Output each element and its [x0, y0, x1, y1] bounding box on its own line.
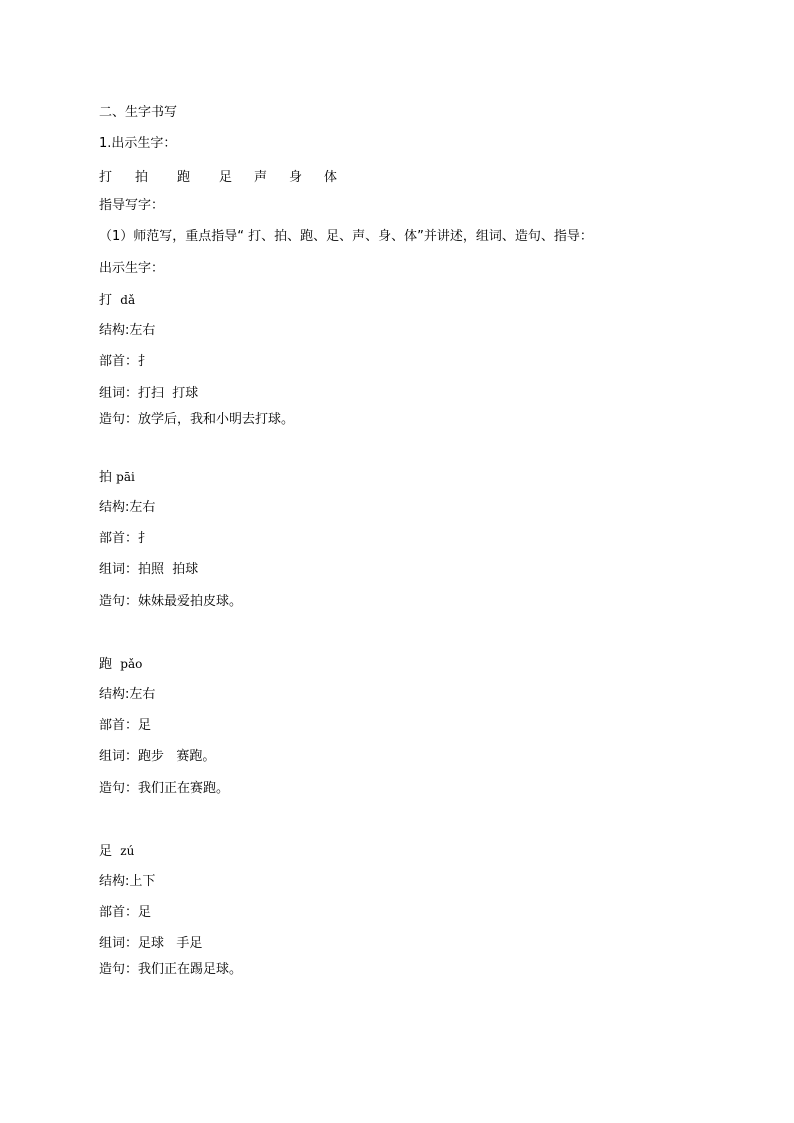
- entry-header: [99, 656, 142, 673]
- entry-pinyin: pǎo: [120, 657, 143, 671]
- entry-char: 拍: [99, 470, 113, 485]
- character-item: 拍: [135, 170, 149, 185]
- entry-words: 组词：跑步 赛跑。: [99, 749, 216, 764]
- entry-sentence: 造句：我们正在赛跑。: [99, 781, 230, 796]
- entry-header: [99, 469, 135, 486]
- show-chars-label: 出示生字：: [99, 261, 165, 276]
- character-item: 打: [99, 170, 113, 185]
- step-1-label: 1.出示生字：: [99, 136, 177, 151]
- entry-structure: 结构:左右: [99, 687, 156, 702]
- character-list: [99, 166, 399, 184]
- character-item: 声: [254, 170, 268, 185]
- instruction-text: （1）师范写，重点指导“ 打、拍、跑、足、声、身、体”并讲述，组词、造句、指导：: [99, 229, 593, 244]
- entry-words: 组词：足球 手足: [99, 936, 203, 951]
- entry-radical: 部首：扌: [99, 354, 152, 369]
- character-item: 足: [219, 170, 233, 185]
- entry-words: 组词：打扫 打球: [99, 386, 199, 401]
- entry-structure: 结构:上下: [99, 874, 156, 889]
- entry-radical: 部首：足: [99, 718, 152, 733]
- entry-header: [99, 843, 134, 860]
- entry-sentence: 造句：妹妹最爱拍皮球。: [99, 594, 243, 609]
- entry-pinyin: pāi: [116, 470, 135, 484]
- section-title: 二、生字书写: [99, 105, 178, 120]
- guidance-heading: 指导写字：: [99, 198, 165, 213]
- entry-header: [99, 292, 135, 309]
- character-item: 跑: [177, 170, 191, 185]
- entry-radical: 部首：足: [99, 905, 152, 920]
- entry-sentence: 造句：放学后，我和小明去打球。: [99, 412, 295, 427]
- entry-pinyin: zú: [120, 844, 135, 858]
- entry-structure: 结构:左右: [99, 323, 156, 338]
- entry-structure: 结构:左右: [99, 500, 156, 515]
- character-item: 身: [289, 170, 303, 185]
- entry-char: 打: [99, 293, 113, 308]
- entry-char: 跑: [99, 657, 113, 672]
- entry-radical: 部首：扌: [99, 531, 152, 546]
- entry-sentence: 造句：我们正在踢足球。: [99, 962, 243, 977]
- entry-words: 组词：拍照 拍球: [99, 562, 199, 577]
- entry-pinyin: dǎ: [120, 293, 136, 307]
- character-item: 体: [324, 170, 338, 185]
- entry-char: 足: [99, 844, 113, 859]
